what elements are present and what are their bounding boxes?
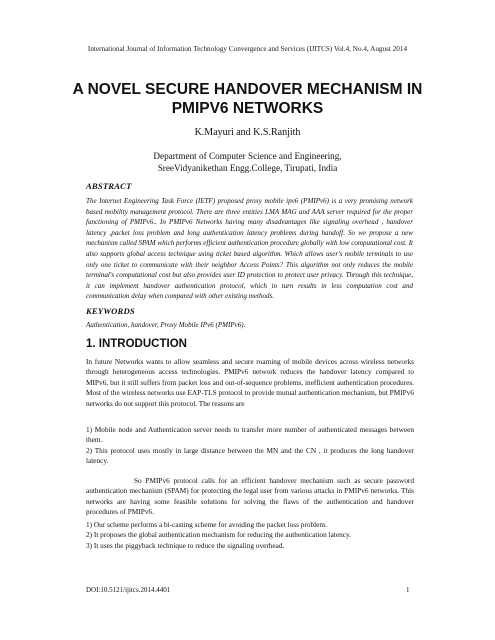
reason-item-2: 2) This protocol uses mostly in large distance between the MN and the CN , it produces the long handover latency. bbox=[86, 445, 414, 466]
reason-item-1: 1) Mobile node and Authentication server needs to transfer more number of authenticated messages between them. bbox=[86, 425, 414, 445]
affiliation-line2: SreeVidyanikethan Engg.College, Tirupati, India bbox=[157, 163, 338, 173]
paper-title bbox=[40, 80, 455, 118]
scheme-item-3: 3) It uses the piggyback technique to reduce the signaling overhead. bbox=[86, 540, 285, 550]
scheme-item-1: 1) Our scheme performs a bi-casting scheme for avoiding the packet loss problem. bbox=[86, 520, 327, 529]
paper-affiliation bbox=[0, 150, 495, 174]
paper-title-line2: PMIPV6 NETWORKS bbox=[171, 100, 324, 117]
reasons-list bbox=[86, 425, 414, 467]
introduction-heading: 1. INTRODUCTION bbox=[86, 338, 187, 350]
intro-para1-text: In future Networks wants to allow seamless and secure roaming of mobile devices across wireless networks through heterogeneous access technologies. PMIPv6 network reduces the handover latency compared to MIPv6, but it still suffers from packet loss and out-of-sequence problems, inefficient authentication procedures. Most of the wireless networks use EAP-TLS protocol to provide mutual authentication mechanism, but PMIPv6 networks do not support this protocol. The reasons are bbox=[86, 357, 414, 408]
footer-doi: DOI:10.5121/ijitcs.2014.4401 bbox=[86, 586, 171, 594]
journal-header: International Journal of Information Technology Convergence and Services (IJITCS) Vol.4, No.4, August 2014 bbox=[87, 45, 408, 53]
scheme-item-2: 2) It proposes the global authentication mechanism for reducing the authentication latency. bbox=[86, 530, 351, 540]
abstract-heading: ABSTRACT bbox=[86, 181, 132, 191]
affiliation-line1: Department of Computer Science and Engineering, bbox=[153, 151, 342, 161]
abstract-text: The Internet Engineering Task Force (IETF) proposed proxy mobile ipv6 (PMIPv6) is a very promising network based mobility management protocol. There are three entities LMA MAG and AAA server required for the proper functioning of PMIPv6.. In PMIPv6 Networks having many disadvantages like signaling overhead , handover latency ,packet loss problem and long authentication latency problems during handoff. So we propose a new mechanism called SPAM which performs efficient authentication procedure globally with low computational cost. It also supports global access technique using ticket based algorithm. Which allows user's mobile terminals to use only one ticket to communicate with their neighbor Access Points? This algorithm not only reduces the mobile terminal's computational cost but also provides user ID protection to protect user privacy. Through this technique, it can implement handover authentication protocol, which in turn results in less computation cost and communication delay when compared with other existing methods. bbox=[86, 197, 413, 301]
intro-paragraph-1 bbox=[86, 357, 414, 409]
keywords-heading: KEYWORDS bbox=[86, 306, 135, 316]
paper-authors: K.Mayuri and K.S.Ranjith bbox=[194, 127, 301, 138]
keywords-text: Authentication, handover, Proxy Mobile IPv6 (PMIPv6). bbox=[86, 321, 246, 329]
paper-title-line1: A NOVEL SECURE HANDOVER MECHANISM IN bbox=[72, 81, 423, 98]
intro-para2-text: So PMIPv6 protocol calls for an efficient handover mechanism such as secure password authentication mechanism (SPAM) for protecting the legal user from various attacks in PMIPv6 networks. This networks are having some feasible solutions for solving the flaws of the authentication and handover procedures of PMIPv6. bbox=[86, 476, 414, 517]
intro-paragraph-2 bbox=[86, 476, 414, 518]
page-number: 1 bbox=[406, 586, 410, 594]
scheme-list bbox=[86, 520, 414, 551]
